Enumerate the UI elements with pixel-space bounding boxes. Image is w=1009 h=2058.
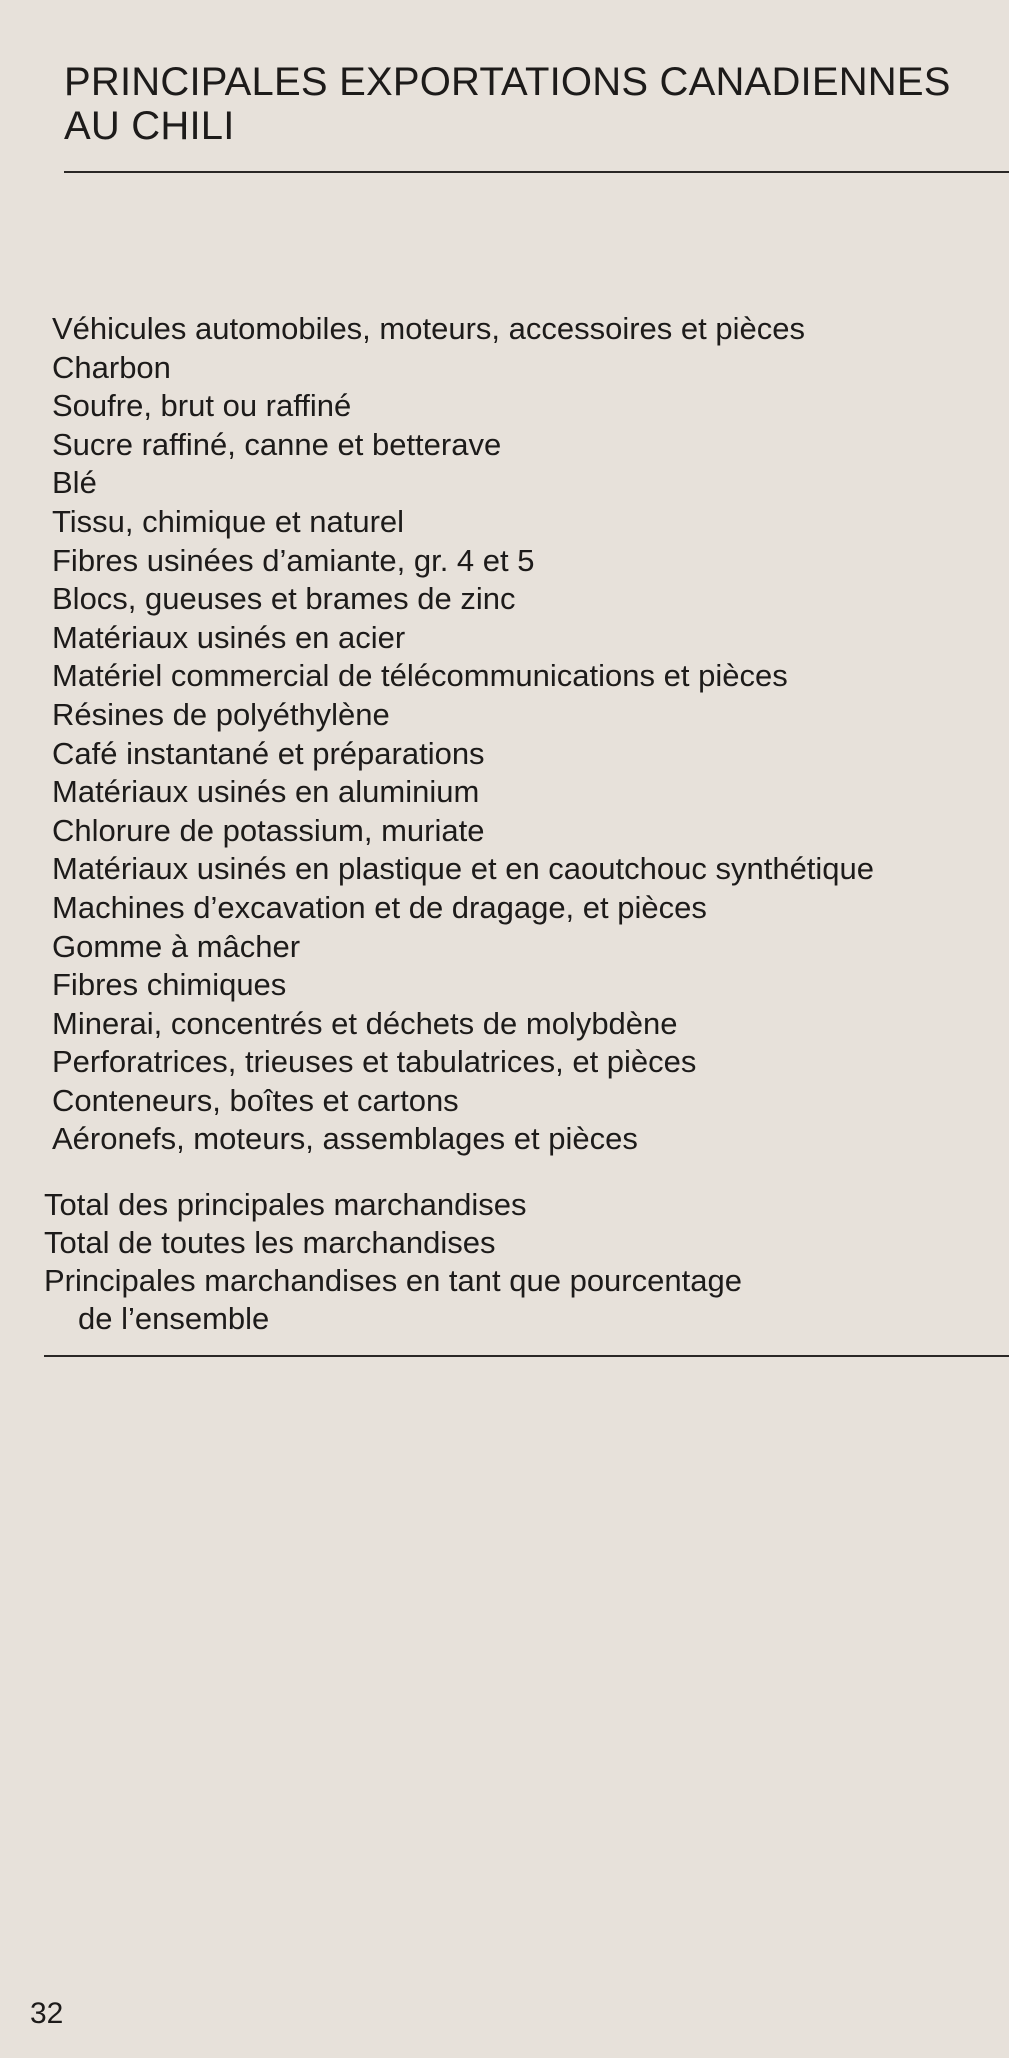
top-divider	[64, 171, 1009, 173]
list-item: Blé	[52, 465, 97, 501]
list-item: Aéronefs, moteurs, assemblages et pièces	[52, 1121, 638, 1157]
list-item: Conteneurs, boîtes et cartons	[52, 1082, 459, 1118]
list-item: Matériaux usinés en plastique et en caoutchouc synthétique	[52, 851, 875, 887]
list-item: Soufre, brut ou raffiné	[52, 388, 352, 424]
total-all-label: Total de toutes les marchandises	[44, 1225, 496, 1260]
bottom-divider	[44, 1355, 1009, 1357]
page-number: 32	[30, 1997, 64, 2030]
list-item: Chlorure de potassium, muriate	[52, 812, 485, 848]
list-item: Matériel commercial de télécommunications et pièces	[52, 658, 788, 694]
list-item: Matériaux usinés en acier	[52, 619, 406, 655]
list-item: Fibres usinées d’amiante, gr. 4 et 5	[52, 542, 535, 578]
percentage-label-line-1: Principales marchandises en tant que pourcentage	[44, 1263, 742, 1298]
list-item: Café instantané et préparations	[52, 735, 485, 771]
list-item: Minerai, concentrés et déchets de molybdène	[52, 1005, 678, 1041]
list-item: Véhicules automobiles, moteurs, accessoires et pièces	[52, 311, 805, 346]
totals-list	[44, 1186, 984, 1338]
list-item: Tissu, chimique et naturel	[52, 503, 405, 539]
title-line-2: AU CHILI	[64, 104, 235, 148]
total-principal-label: Total des principales marchandises	[44, 1187, 527, 1222]
list-item: Machines d’excavation et de dragage, et pièces	[52, 889, 707, 925]
title-line-1: PRINCIPALES EXPORTATIONS CANADIENNES	[64, 60, 951, 104]
percentage-label-line-2: de l’ensemble	[78, 1301, 270, 1336]
list-item: Sucre raffiné, canne et betterave	[52, 426, 502, 462]
list-item: Blocs, gueuses et brames de zinc	[52, 581, 516, 617]
list-item: Perforatrices, trieuses et tabulatrices, et pièces	[52, 1044, 697, 1080]
list-item: Résines de polyéthylène	[52, 696, 390, 732]
list-item: Fibres chimiques	[52, 967, 287, 1003]
list-item: Matériaux usinés en aluminium	[52, 774, 480, 810]
list-item: Charbon	[52, 349, 171, 385]
page-title	[64, 60, 1009, 148]
list-item: Gomme à mâcher	[52, 928, 301, 964]
export-items-list	[52, 310, 1007, 1159]
